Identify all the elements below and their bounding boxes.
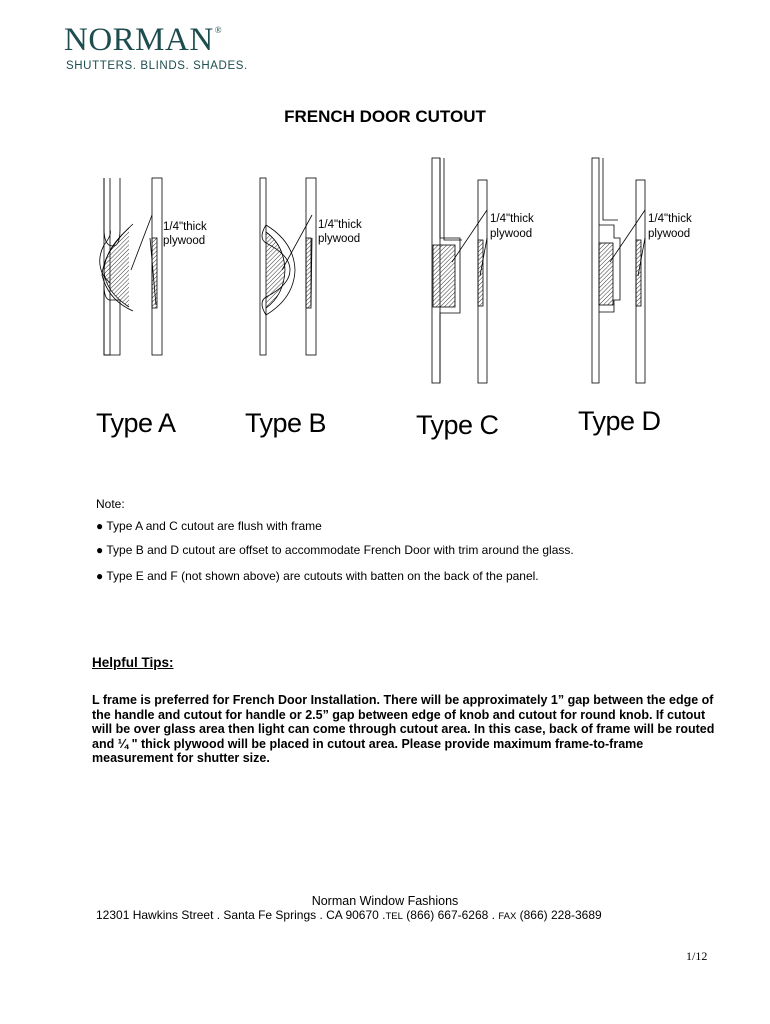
registered-mark: ® (214, 25, 223, 35)
type-b-label: Type B (245, 408, 327, 438)
footer-address (96, 908, 602, 922)
type-d-label: Type D (578, 406, 661, 436)
note-text: Type B and D cutout are offset to accommodate French Door with trim around the glass. (106, 543, 574, 557)
cutout-diagrams (0, 150, 770, 410)
document-title: FRENCH DOOR CUTOUT (284, 107, 486, 126)
callout-text-b1: 1/4"thick (318, 219, 362, 231)
type-a-label: Type A (96, 408, 176, 438)
fax-number: (866) 228-3689 (516, 908, 602, 922)
tel-label: TEL (385, 911, 403, 922)
fax-label: FAX (498, 911, 517, 922)
tel-number: (866) 667-6268 . (402, 908, 499, 922)
footer-company: Norman Window Fashions (311, 894, 459, 908)
notes-title: Note: (96, 497, 125, 511)
note-text: Type A and C cutout are flush with frame (106, 519, 322, 533)
bullet-icon: ● (96, 519, 104, 533)
note-item (96, 569, 539, 583)
callout-text-a2: plywood (163, 235, 206, 247)
diagram-type-c (432, 158, 534, 383)
tips-title: Helpful Tips: (92, 655, 174, 670)
callout-text-b2: plywood (318, 233, 361, 245)
diagram-type-b (260, 178, 362, 355)
address-text: 12301 Hawkins Street . Santa Fe Springs . CA 90670 . (96, 908, 386, 922)
bullet-icon: ● (96, 543, 104, 557)
page-number: 1/12 (686, 949, 708, 963)
diagram-type-d (592, 158, 692, 383)
note-text: Type E and F (not shown above) are cutouts with batten on the back of the panel. (106, 569, 539, 583)
note-item (96, 543, 574, 557)
type-c-label: Type C (416, 410, 499, 440)
bullet-icon: ● (96, 569, 104, 583)
tips-body: L frame is preferred for French Door Installation. There will be approximately 1” gap between the edge of the handle and cutout for handle or 2.5” gap between edge of knob and cutout for round knob. If cutout will be over glass area then light can come through cutout area. In this case, back of frame will be routed and ¼ " thick plywood will be placed in cutout area. Please provide maximum frame-to-frame measurement for shutter size. (92, 693, 715, 765)
logo-tagline: SHUTTERS. BLINDS. SHADES. (66, 60, 248, 72)
callout-text-d2: plywood (648, 228, 691, 240)
logo-word: NORMAN (64, 22, 214, 58)
callout-text-c2: plywood (490, 228, 533, 240)
note-item (96, 519, 322, 533)
callout-text-d1: 1/4"thick (648, 213, 692, 225)
callout-text-c1: 1/4"thick (490, 213, 534, 225)
diagram-type-a (100, 178, 207, 355)
callout-text-a1: 1/4"thick (163, 221, 207, 233)
norman-logo (64, 24, 222, 57)
